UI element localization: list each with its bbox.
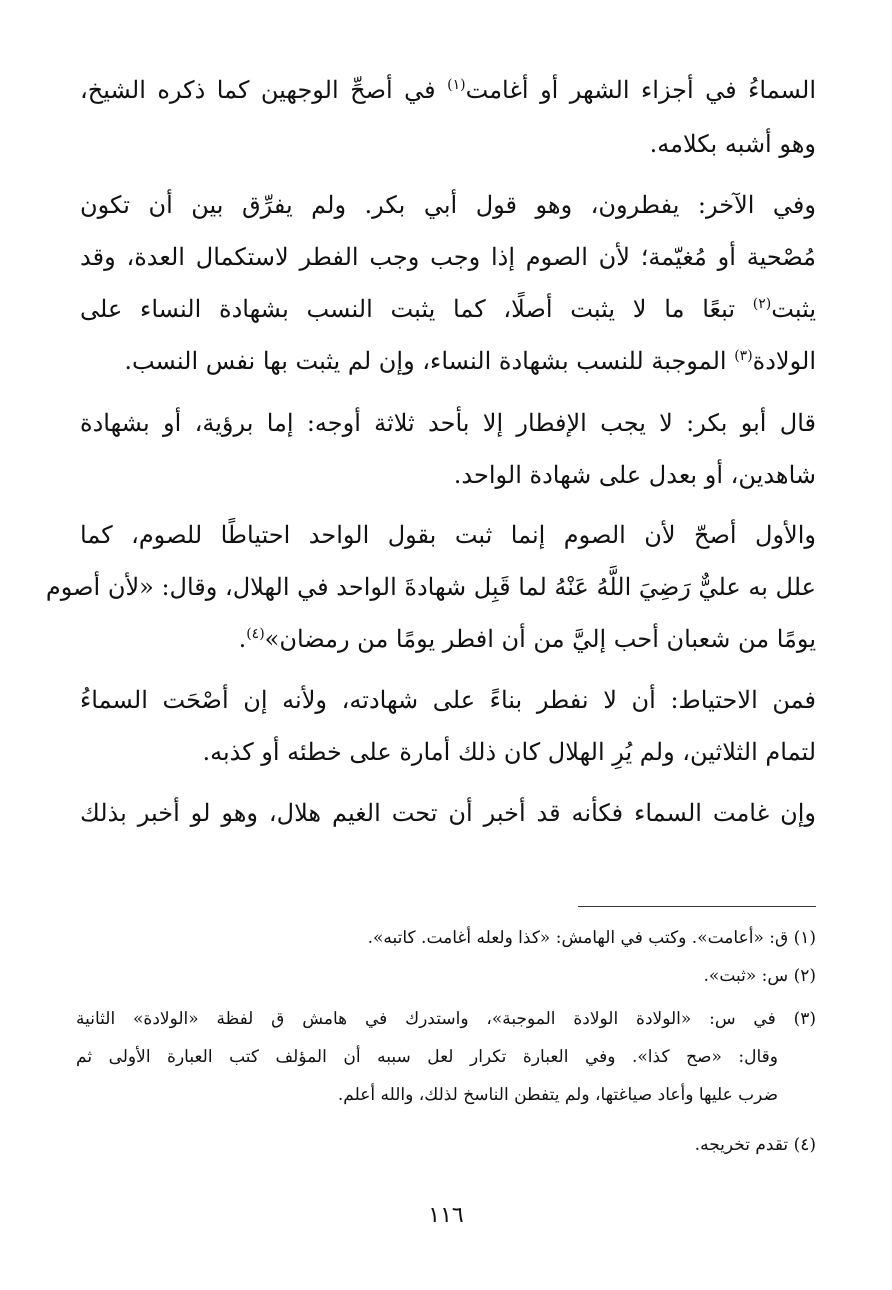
paragraph-text: يثبت	[771, 295, 816, 323]
footnote-text: ق: «أعامت». وكتب في الهامش: «كذا ولعله أغامت. كاتبه».	[367, 928, 789, 948]
paragraph-4-line-1	[80, 523, 816, 547]
footnote-number: (٣)	[793, 1009, 816, 1029]
paragraph-text: قال أبو بكر: لا يجب الإفطار إلا بأحد ثلاثة أوجه: إما برؤية، أو بشهادة	[80, 409, 817, 437]
paragraph-text: شاهدين، أو بعدل على شهادة الواحد.	[453, 461, 816, 489]
paragraph-text: وإن غامت السماء فكأنه قد أخبر أن تحت الغيم هلال، وهو لو أخبر بذلك	[80, 799, 816, 827]
footnote-number: (١)	[793, 928, 816, 948]
paragraph-2-line-1	[80, 193, 816, 217]
paragraph-text: مُصْحية أو مُغيّمة؛ لأن الصوم إذا وجب وجب الفطر لاستكمال العدة، وقد	[80, 243, 816, 271]
footnote-number: (٢)	[793, 966, 816, 986]
paragraph-text: وهو أشبه بكلامه.	[649, 130, 816, 158]
paragraph-text: فمن الاحتياط: أن لا نفطر بناءً على شهادته، ولأنه إن أصْحَت السماءُ	[80, 686, 816, 714]
footnote-text: وقال: «صح كذا». وفي العبارة تكرار لعل سببه أن المؤلف كتب العبارة الأولى ثم	[76, 1047, 778, 1067]
footnote-text: في س: «الولادة الولادة الموجبة»، واستدرك في هامش ق لفظة «الولادة» الثانية	[76, 1009, 776, 1029]
footnote-text: س: «ثبت».	[703, 966, 789, 986]
footnote-ref-1[interactable]: (١)	[447, 77, 466, 93]
footnote-line	[76, 1049, 778, 1066]
paragraph-text: علل به عليٌّ رَضِيَ اللَّهُ عَنْهُ لما قَبِل شهادةَ الواحد في الهلال، وقال: «لأن أصوم	[45, 573, 816, 601]
paragraph-2-line-3	[80, 297, 816, 321]
footnote-ref-4[interactable]: (٤)	[246, 626, 265, 642]
paragraph-text: وفي الآخر: يفطرون، وهو قول أبي بكر. ولم يفرِّق بين أن تكون	[80, 191, 816, 219]
paragraph-5-line-1	[80, 688, 816, 712]
paragraph-4-line-2	[45, 573, 816, 601]
footnote-ref-3[interactable]: (٣)	[734, 348, 753, 364]
paragraph-6-line-1	[80, 801, 816, 825]
page-number: ١١٦	[428, 1203, 464, 1228]
paragraph-3-line-1	[80, 411, 816, 435]
footnote-line	[76, 1137, 816, 1154]
paragraph-text: والأول أصحّ لأن الصوم إنما ثبت بقول الواحد احتياطًا للصوم، كما	[80, 521, 816, 549]
footnote-line	[76, 930, 816, 947]
paragraph-text: لتمام الثلاثين، ولم يُرِ الهلال كان ذلك أمارة على خطئه أو كذبه.	[202, 738, 816, 766]
footnote-line	[76, 968, 816, 985]
paragraph-2-line-4	[80, 349, 816, 373]
paragraph-text: السماءُ في أجزاء الشهر أو أغامت	[465, 76, 816, 104]
footnote-text: ضرب عليها وأعاد صياغتها، ولم يتفطن الناسخ لذلك، والله أعلم.	[337, 1085, 778, 1105]
footnote-text: تقدم تخريجه.	[694, 1135, 789, 1155]
paragraph-1-line-1	[80, 78, 816, 102]
footnote-separator	[578, 906, 816, 907]
paragraph-4-line-3	[80, 627, 816, 651]
paragraph-2-line-2	[80, 245, 816, 269]
paragraph-text: الموجبة للنسب بشهادة النساء، وإن لم يثبت بها نفس النسب.	[124, 347, 727, 375]
paragraph-1-line-2	[80, 132, 816, 156]
footnote-ref-2[interactable]: (٢)	[752, 296, 772, 312]
paragraph-text: .	[238, 625, 247, 653]
paragraph-3-line-2	[80, 463, 816, 487]
paragraph-text: يومًا من شعبان أحب إليَّ من أن افطر يومًا من رمضان»	[264, 625, 816, 653]
paragraph-5-line-2	[80, 740, 816, 764]
footnote-line	[76, 1011, 816, 1028]
footnote-line	[76, 1087, 778, 1104]
paragraph-text: تبعًا ما لا يثبت أصلًا، كما يثبت النسب بشهادة النساء على	[80, 295, 736, 323]
footnote-number: (٤)	[793, 1135, 816, 1155]
paragraph-text: الولادة	[752, 347, 816, 375]
paragraph-text: في أصحِّ الوجهين كما ذكره الشيخ،	[80, 76, 436, 104]
